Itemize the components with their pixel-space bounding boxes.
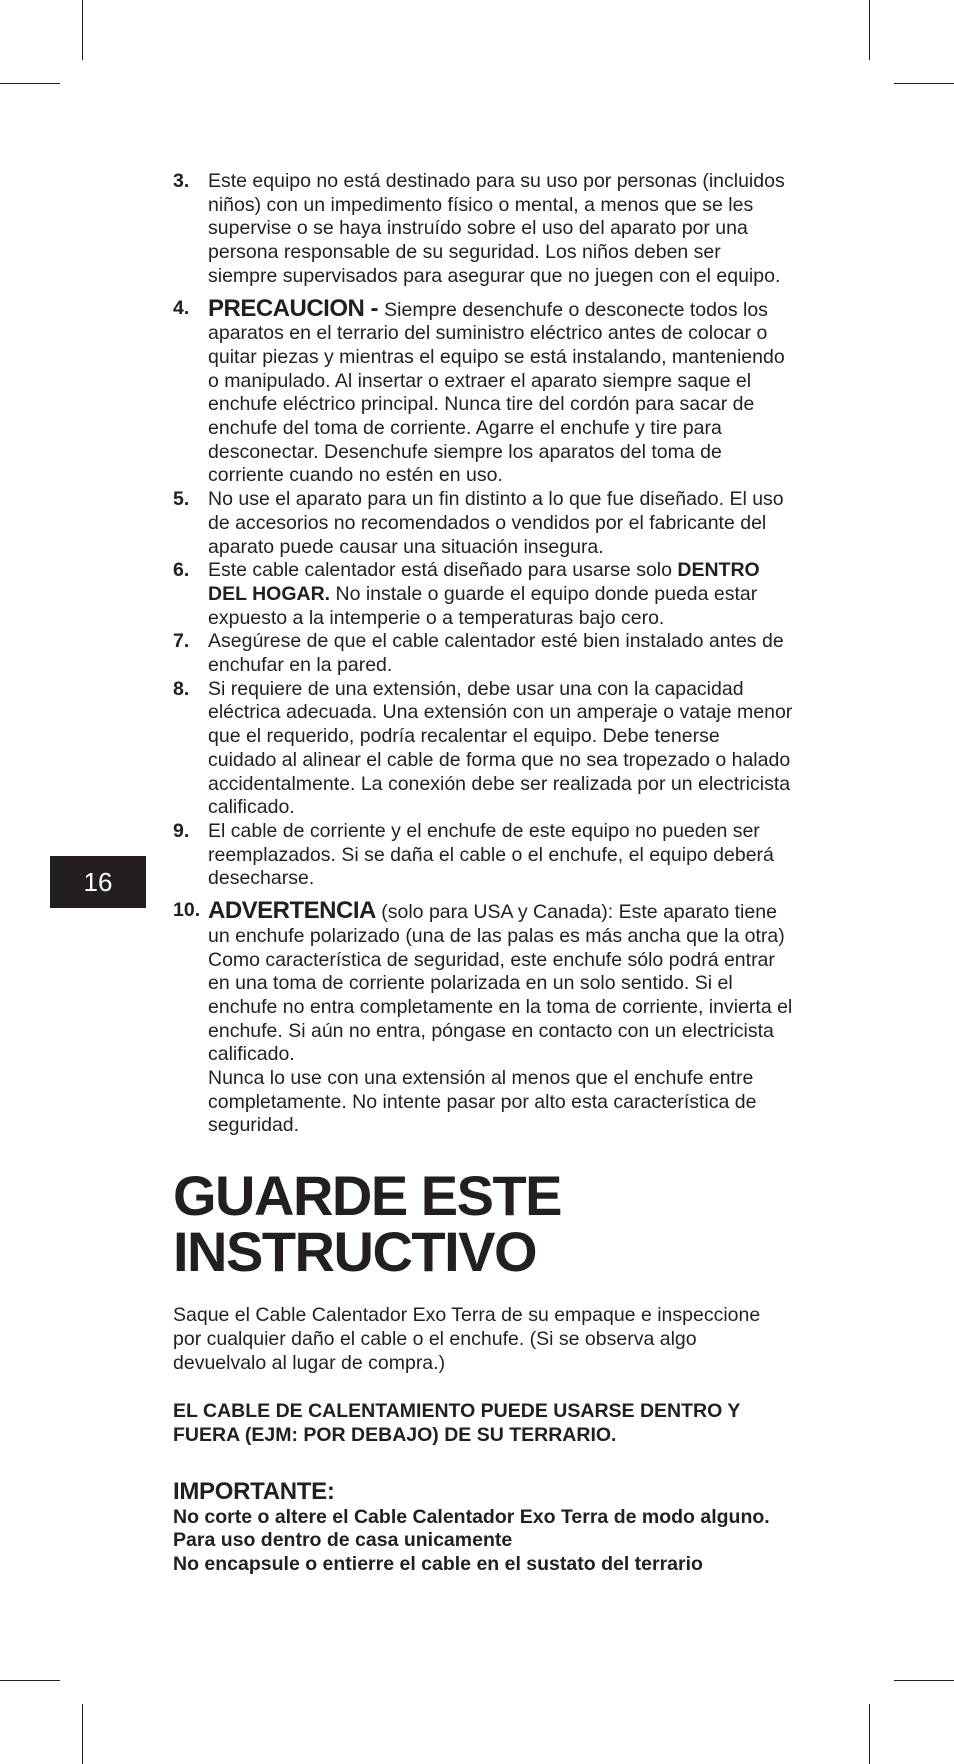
item-number: 6. bbox=[173, 559, 190, 582]
usage-note: EL CABLE DE CALENTAMIENTO PUEDE USARSE DENTRO Y FUERA (EJM: POR DEBAJO) DE SU TERRARIO. bbox=[173, 1400, 741, 1446]
item-text-part: Nunca lo use con una extensión al menos que el enchufe entre completamente. No intente pasar por alto esta característica de seguridad. bbox=[208, 1067, 757, 1137]
list-item bbox=[173, 820, 793, 891]
page-title bbox=[173, 1164, 793, 1284]
item-text-part: No instale o guarde el equipo donde pueda estar expuesto a la intemperie o a temperaturas bajo cero. bbox=[208, 582, 758, 629]
page-number: 16 bbox=[83, 866, 113, 897]
item-number: 8. bbox=[173, 677, 190, 700]
crop-mark bbox=[0, 1680, 60, 1681]
important-line: No encapsule o entierre el cable en el sustato del terrario bbox=[173, 1552, 703, 1575]
list-item bbox=[173, 678, 793, 820]
important-line: Para uso dentro de casa unicamente bbox=[173, 1529, 513, 1552]
important-heading: IMPORTANTE: bbox=[173, 1477, 335, 1505]
important-line: No corte o altere el Cable Calentador Exo Terra de modo alguno. bbox=[173, 1505, 770, 1528]
page-number-tab bbox=[50, 856, 146, 908]
item-number: 5. bbox=[173, 488, 190, 511]
item-text-part: Este cable calentador está diseñado para usarse solo bbox=[208, 559, 678, 582]
item-text bbox=[208, 488, 793, 559]
item-text bbox=[208, 678, 793, 820]
crop-mark bbox=[894, 83, 954, 84]
item-text bbox=[208, 294, 793, 489]
item-text-part: Si requiere de una extensión, debe usar una con la capacidad eléctrica adecuada. Una extensión con un amperaje o vataje menor que el requerido, podría recalentar el equipo. Debe tenerse cuidado al alinear el cable de forma que no sea tropezado o halado accidentalmente. La conexión debe ser realizada por un electricista calificado. bbox=[208, 677, 793, 819]
crop-mark bbox=[869, 1704, 870, 1764]
list-item bbox=[173, 170, 793, 289]
item-text-part: ADVERTENCIA bbox=[208, 897, 376, 925]
item-text-part: (solo para USA y Canada): Este aparato tiene un enchufe polarizado (una de las palas es más ancha que la otra) Como característica de seguridad, este enchufe sólo podrá entrar en una toma de corriente polarizada en un solo sentido. Si el enchufe no entra completamente en la toma de corriente, invierta el enchufe. Si aún no entra, póngase en contacto con un electricista calificado. bbox=[208, 901, 793, 1066]
item-text-part: Asegúrese de que el cable calentador esté bien instalado antes de enchufar en la pared. bbox=[208, 630, 784, 677]
intro-paragraph: Saque el Cable Calentador Exo Terra de su empaque e inspeccione por cualquier daño el cable o el enchufe. (Si se observa algo devuelvalo al lugar de compra.) bbox=[173, 1304, 761, 1374]
crop-mark bbox=[82, 1704, 83, 1764]
item-number: 4. bbox=[173, 296, 190, 319]
list-item bbox=[173, 294, 793, 489]
title-line: GUARDE ESTE bbox=[173, 1164, 561, 1228]
item-text bbox=[208, 170, 793, 289]
item-text-part: Siempre desenchufe o desconecte todos los aparatos en el terrario del suministro eléctrico antes de colocar o quitar piezas y mientras el equipo se está instalando, manteniendo o manipulado. Al insertar o extraer el aparato siempre saque el enchufe eléctrico principal. Nunca tire del cordón para sacar de enchufe del toma de corriente. Agarre el enchufe y tire para desconectar. Desenchufe siempre los aparatos del toma de corriente cuando no estén en uso. bbox=[208, 298, 785, 487]
title-line: INSTRUCTIVO bbox=[173, 1220, 537, 1284]
instruction-list bbox=[173, 170, 793, 1138]
item-text-part: Este equipo no está destinado para su uso por personas (incluidos niños) con un impedimento físico o mental, a menos que se les supervise o se haya instruído sobre el uso del aparato por una persona responsable de su seguridad. Los niños deben ser siempre supervisados para asegurar que no juegen con el equipo. bbox=[208, 170, 785, 287]
item-number: 10. bbox=[173, 899, 201, 922]
item-number: 9. bbox=[173, 819, 190, 842]
item-text bbox=[208, 559, 793, 630]
item-number: 7. bbox=[173, 630, 190, 653]
item-text-part: El cable de corriente y el enchufe de este equipo no pueden ser reemplazados. Si se daña el cable o el enchufe, el equipo deberá desecharse. bbox=[208, 819, 774, 890]
crop-mark bbox=[894, 1680, 954, 1681]
crop-mark bbox=[0, 83, 60, 84]
crop-mark bbox=[869, 0, 870, 60]
item-text-part: DENTRO DEL HOGAR. bbox=[208, 559, 760, 605]
list-item bbox=[173, 899, 793, 1138]
item-text-part: No use el aparato para un fin distinto a lo que fue diseñado. El uso de accesorios no recomendados o vendidos por el fabricante del aparato puede causar una situación insegura. bbox=[208, 488, 784, 558]
item-text bbox=[208, 630, 793, 677]
item-text bbox=[208, 899, 793, 1138]
list-item bbox=[173, 488, 793, 559]
crop-mark bbox=[82, 0, 83, 60]
list-item bbox=[173, 559, 793, 630]
item-text bbox=[208, 820, 793, 891]
list-item bbox=[173, 630, 793, 677]
item-number: 3. bbox=[173, 170, 190, 192]
document-body bbox=[173, 170, 793, 1576]
item-text-part: PRECAUCION - bbox=[208, 294, 385, 322]
